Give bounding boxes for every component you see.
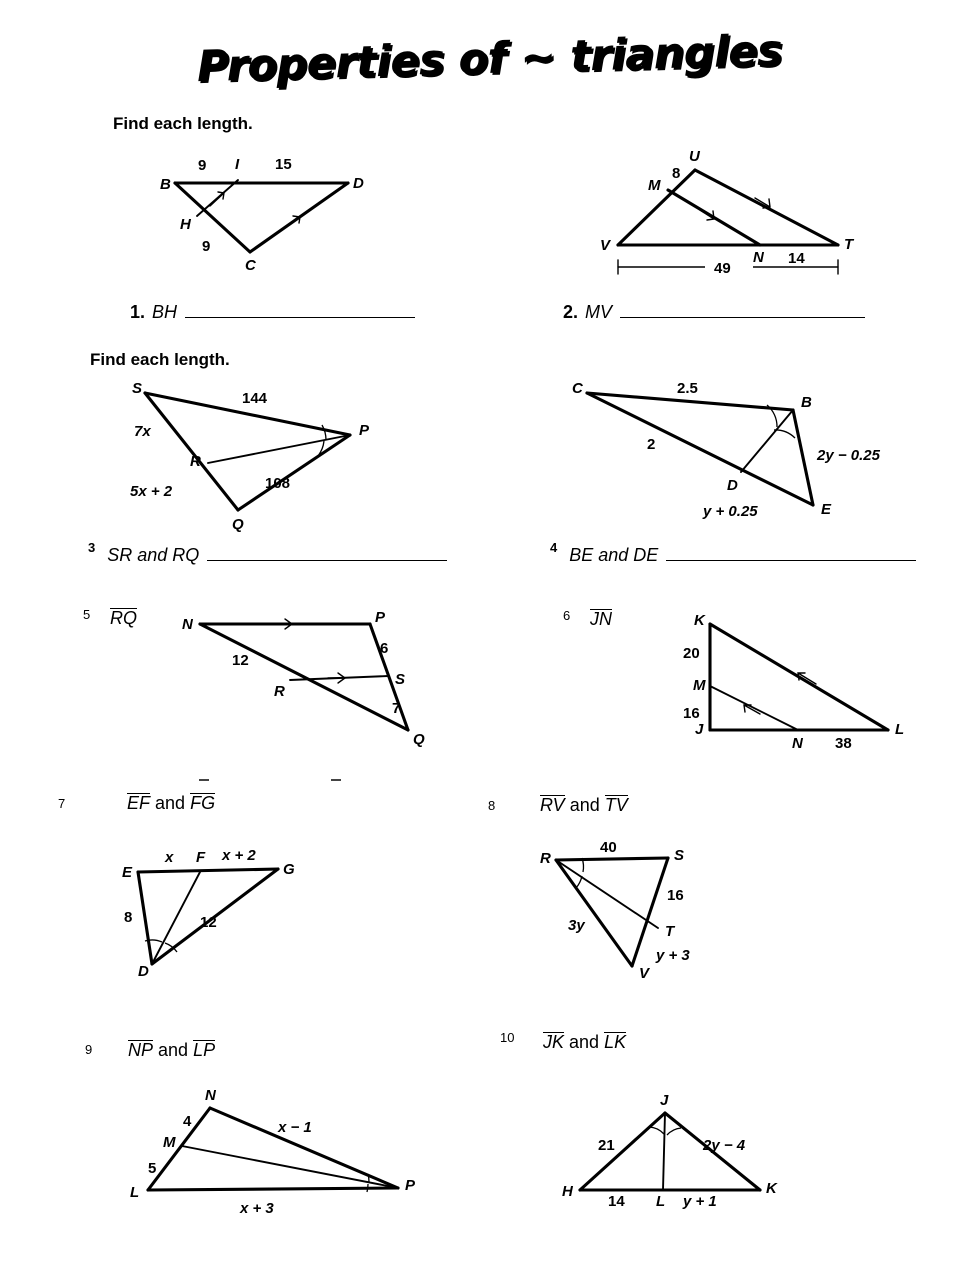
point-label-L: L xyxy=(656,1193,666,1210)
measure-NM: 4 xyxy=(183,1113,192,1130)
measure-BI: 9 xyxy=(198,157,207,174)
section-heading-1: Find each length. xyxy=(113,114,253,133)
measure-SR: 7x xyxy=(134,423,151,440)
point-label-F: F xyxy=(196,849,206,866)
measure-FG: x + 2 xyxy=(222,847,256,864)
measure-TV: y + 3 xyxy=(656,947,690,964)
point-label-Q: Q xyxy=(232,516,244,533)
measure-BE: 2y − 0.25 xyxy=(817,447,880,464)
problem-number-5: 5 xyxy=(83,607,91,622)
point-label-M: M xyxy=(648,177,661,194)
measure-CD: 2 xyxy=(647,436,656,453)
point-label-N: N xyxy=(182,616,193,633)
point-label-H: H xyxy=(180,216,191,233)
point-label-P: P xyxy=(375,609,386,626)
point-label-N: N xyxy=(792,735,803,752)
problem-number-6: 6 xyxy=(563,608,571,623)
scan-artifact-dash-2 xyxy=(331,779,341,781)
point-label-V: V xyxy=(600,237,611,254)
point-label-S: S xyxy=(674,847,685,864)
figure-problem-4 xyxy=(555,375,880,530)
problem-number-3: 3 xyxy=(88,540,96,555)
measure-MJ: 16 xyxy=(683,705,700,722)
figure-problem-8 xyxy=(520,838,740,983)
point-label-I: I xyxy=(235,156,240,173)
problem-number-8: 8 xyxy=(488,798,496,813)
point-label-H: H xyxy=(562,1183,573,1200)
point-label-M: M xyxy=(163,1134,176,1151)
measure-NT: 14 xyxy=(788,250,805,267)
answer-blank-2[interactable] xyxy=(620,302,865,318)
point-label-C: C xyxy=(245,257,256,274)
measure-DG: 12 xyxy=(200,914,217,931)
measure-HC: 9 xyxy=(202,238,211,255)
figure-problem-3 xyxy=(110,378,380,533)
point-label-S: S xyxy=(132,380,143,397)
measure-LP: x + 3 xyxy=(240,1200,274,1217)
measure-NL: 38 xyxy=(835,735,852,752)
point-label-R: R xyxy=(274,683,285,700)
point-label-N: N xyxy=(205,1087,216,1104)
measure-CB: 2.5 xyxy=(677,380,698,397)
point-label-K: K xyxy=(694,612,705,629)
problem-label-8: RV and TV xyxy=(540,795,628,815)
measure-UM: 8 xyxy=(672,165,681,182)
measure-EF: x xyxy=(165,849,174,866)
measure-SP: 144 xyxy=(242,390,268,407)
measure-RV: 3y xyxy=(568,917,585,934)
problem-number-1: 1. xyxy=(130,302,146,322)
point-label-D: D xyxy=(138,963,149,980)
measure-QP: 108 xyxy=(265,475,291,492)
point-label-B: B xyxy=(160,176,171,193)
prompt-problem-2 xyxy=(563,302,865,323)
problem-number-10: 10 xyxy=(500,1030,515,1045)
point-label-C: C xyxy=(572,380,583,397)
problem-label-3: SR and RQ xyxy=(107,545,200,565)
point-label-N: N xyxy=(753,249,764,266)
measure-ML: 5 xyxy=(148,1160,157,1177)
point-label-L: L xyxy=(895,721,905,738)
point-label-K: K xyxy=(766,1180,777,1197)
figure-problem-5 xyxy=(170,608,430,753)
point-label-S: S xyxy=(395,671,406,688)
point-label-E: E xyxy=(821,501,832,518)
measure-VT: 49 xyxy=(714,260,731,277)
point-label-J: J xyxy=(660,1092,669,1109)
point-label-Q: Q xyxy=(413,731,425,748)
point-label-G: G xyxy=(283,861,295,878)
measure-KM: 20 xyxy=(683,645,700,662)
page-title: Properties of ~ triangles xyxy=(196,25,783,93)
problem-number-7: 7 xyxy=(58,796,66,811)
point-label-P: P xyxy=(405,1177,416,1194)
point-label-T: T xyxy=(665,923,675,940)
answer-blank-1[interactable] xyxy=(185,302,415,318)
measure-DE: y + 0.25 xyxy=(703,503,758,520)
problem-label-7: EF and FG xyxy=(127,793,216,813)
measure-SQ: 7 xyxy=(392,700,401,717)
problem-label-5: RQ xyxy=(110,608,137,628)
figure-problem-9 xyxy=(110,1078,420,1218)
figure-problem-6 xyxy=(670,608,920,753)
problem-number-4: 4 xyxy=(550,540,558,555)
point-label-V: V xyxy=(639,965,650,982)
point-label-R: R xyxy=(540,850,551,867)
measure-RQ: 5x + 2 xyxy=(130,483,173,500)
point-label-L: L xyxy=(130,1184,140,1201)
measure-RS: 40 xyxy=(600,839,617,856)
point-label-R: R xyxy=(190,453,201,470)
measure-ID: 15 xyxy=(275,156,292,173)
point-label-U: U xyxy=(689,148,700,165)
scan-artifact-dash-1 xyxy=(199,779,209,781)
measure-DE: 8 xyxy=(124,909,133,926)
answer-blank-4[interactable] xyxy=(666,545,916,561)
problem-number-2: 2. xyxy=(563,302,579,322)
point-label-D: D xyxy=(353,175,364,192)
prompt-problem-1 xyxy=(130,302,415,323)
measure-JK: 2y − 4 xyxy=(703,1137,746,1154)
measure-ST: 16 xyxy=(667,887,684,904)
measure-PS: 6 xyxy=(380,640,389,657)
prompt-problem-3 xyxy=(88,540,447,566)
measure-HJ: 21 xyxy=(598,1137,615,1154)
problem-label-4: BE and DE xyxy=(569,545,659,565)
measure-NR: 12 xyxy=(232,652,249,669)
figure-problem-10 xyxy=(520,1065,820,1210)
point-label-P: P xyxy=(359,422,370,439)
problem-label-1: BH xyxy=(152,302,178,322)
problem-label-9: NP and LP xyxy=(128,1040,216,1060)
figure-problem-1 xyxy=(140,150,380,275)
point-label-T: T xyxy=(844,236,854,253)
section-heading-2: Find each length. xyxy=(90,350,230,369)
point-label-E: E xyxy=(122,864,133,881)
measure-HL: 14 xyxy=(608,1193,625,1210)
problem-label-2: MV xyxy=(585,302,613,322)
point-label-J: J xyxy=(695,721,704,738)
problem-label-6: JN xyxy=(590,609,612,629)
point-label-B: B xyxy=(801,394,812,411)
prompt-problem-4 xyxy=(550,540,916,566)
point-label-M: M xyxy=(693,677,706,694)
figure-problem-7 xyxy=(110,842,330,980)
point-label-D: D xyxy=(727,477,738,494)
measure-LK: y + 1 xyxy=(683,1193,717,1210)
figure-problem-2 xyxy=(590,140,880,280)
problem-label-10: JK and LK xyxy=(543,1032,627,1052)
measure-NP: x − 1 xyxy=(278,1119,312,1136)
problem-number-9: 9 xyxy=(85,1042,93,1057)
answer-blank-3[interactable] xyxy=(207,545,447,561)
